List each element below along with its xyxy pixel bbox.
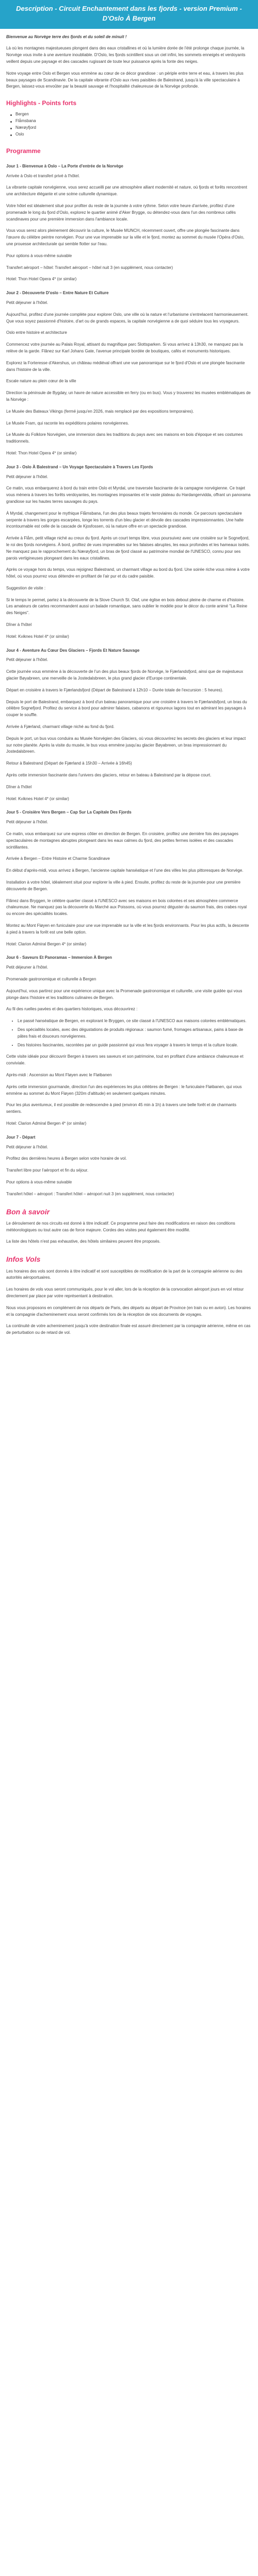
programme-heading: Programme <box>6 147 41 155</box>
day-paragraph: Petit déjeuner à l'hôtel. <box>6 965 49 970</box>
day-paragraph: Oslo entre histoire et architecture <box>6 330 67 335</box>
infos-vols-paragraph: Les horaires de vols vous seront communiqués, pour le vol aller, lors de la réception de la convocation aéroport jours en vol retour directement par place par votre représentant à destination. <box>6 1287 244 1299</box>
day-section <box>6 464 252 640</box>
day-paragraph: Cette visite idéale pour découvrir Bergen à travers ses saveurs et son patrimoine, tout en profitant d'une ambiance chaleureuse et conviviale. <box>6 1054 244 1066</box>
day-title: Jour 4 - Aventure Au Cœur Des Glaciers – Fjords Et Nature Sauvage <box>6 648 140 653</box>
day-title: Jour 6 - Saveurs Et Panoramas – Immersion À Bergen <box>6 955 112 960</box>
main-content <box>0 34 258 1352</box>
day-bullet-list <box>18 1018 252 1048</box>
intro-section <box>6 45 252 90</box>
day-bullet: • Des histoires fascinantes, racontées par un guide passionné qui vous fera voyager à travers le temps et la culture locale. <box>18 1042 252 1049</box>
day-paragraph: Aujourd'hui, profitez d'une journée complète pour explorer Oslo, une ville où la nature et l'urbanisme s'entrelacent harmonieusement. Que vous soyez passionné d'histoire, d'art ou de grands espaces, la capitale norvégienne a de quoi séduire tous les voyageurs. <box>6 312 249 324</box>
day-paragraph: Après cette immersion fascinante dans l'univers des glaciers, retour en bateau à Balestrand par la dépose court. <box>6 773 212 778</box>
day-paragraph: Petit déjeuner à l'hôtel. <box>6 474 49 479</box>
day-section <box>6 163 252 283</box>
day-title: Jour 1 - Bienvenue à Oslo – La Porte d'entrée de la Norvège <box>6 163 123 168</box>
bon-a-savoir-paragraph: La liste des hôtels n'est pas exhaustive, des hôtels similaires peuvent être proposés. <box>6 1239 161 1244</box>
infos-vols-section <box>6 1268 252 1336</box>
day-paragraph: Petit déjeuner à l'hôtel. <box>6 300 49 305</box>
day-paragraph: Après-midi : Ascension au Mont Fløyen avec le Fløibanen <box>6 1072 112 1077</box>
day-paragraph: Si le temps le permet, partez à la découverte de la Slove Church St. Olaf, une église en bois debout pleine de charme et d'histoire. Les amateurs de cartes recommandent aussi un balade romantique, sans oublier le modèle pour le décor du conte animé "La Reine des Neiges". <box>6 597 248 616</box>
infos-vols-heading: Infos Vols <box>6 1255 41 1264</box>
day-paragraph: Au fil des ruelles pavées et des quartiers historiques, vous découvrirez : <box>6 1007 138 1012</box>
day-paragraph: Hotel: Thon Hotel Opera 4* (or similar) <box>6 450 77 455</box>
day-paragraph: Direction la péninsule de Bygdøy, un havre de nature accessible en ferry (ou en bus). Vous y trouverez les musées emblématiques de la Norvège : <box>6 391 251 402</box>
header-banner <box>0 0 258 29</box>
day-paragraph: Hotel: Kviknes Hotel 4* (or similar) <box>6 634 69 639</box>
day-paragraph: Le Musée du Folklore Norvégien, une immersion dans les traditions du pays avec ses maisons en bois d'époque et ses costumes traditionnels. <box>6 432 243 444</box>
day-paragraph: Arrivée à Oslo et transfert privé à l'hôtel. <box>6 173 80 178</box>
day-paragraph: Vous vous serez alors pleinement découvrir la culture, le Musée MUNCH, récemment ouvert, offre une plongée fascinante dans l'œuvre du célèbre peintre norvégien. Pour une vue imprenable sur la ville et le fjord, montez au sommet du musée l'Opéra d'Oslo, une prouesse architecturale qui semble flotter sur l'eau. <box>6 228 245 246</box>
day-section <box>6 648 252 803</box>
day-title: Jour 3 - Oslo À Balestrand – Un Voyage Spectaculaire à Travers Les Fjords <box>6 464 153 469</box>
day-paragraph: Arrivée à Flåm, petit village niché au creux du fjord. Après un court temps libre, vous poursuivez avec une croisière sur le Sognefjord, le roi des fjords norvégiens. À bord, profitez de vues imprenables sur les falaises abruptes, les eaux profondes et les hameaux isolés. Ne manquez pas le rapprochement du Nærøyfjord, un bras de fjord classé au patrimoine mondial de l'UNESCO, connu pour ses parois vertigineuses plongeant dans les eaux cristallines. <box>6 536 250 561</box>
day-paragraph: Profitez des dernières heures à Bergen selon votre horaire de vol. <box>6 1156 127 1161</box>
intro-paragraph: Notre voyage entre Oslo et Bergen vous emmène au cœur de ce décor grandiose : un périple entre terre et eau, à travers les plus beaux paysages de Scandinavie. De la capitale vibrante d'Oslo aux rives paisibles de Balestrand, jusqu'à la ville spectaculaire à Bergen, laissez-vous envoûter par la beauté sauvage et l'hospitalité chaleureuse de la Norvège profonde. <box>6 71 244 89</box>
day-paragraph: Ce matin, vous embarquez sur une express côtier en direction de Bergen. En croisière, profitez une dernière fois des paysages spectaculaires de montagnes abruptes plongeant dans les eaux calmes du fjord, des petites fermes isolées et des cascades scintillantes. <box>6 832 239 850</box>
highlight-item: Nærøyfjord <box>10 125 252 131</box>
day-paragraph: Le Musée des Bateaux Vikings (fermé jusqu'en 2026, mais remplacé par des expositions temporaires). <box>6 409 194 414</box>
day-section <box>6 809 252 947</box>
bon-a-savoir-paragraph: Le déroulement de nos circuits est donné à titre indicatif. Ce programme peut faire des modifications en raison des conditions météorologiques ou tout autre cas de force majeure. Cordes des visites peut également être modifié. <box>6 1221 235 1232</box>
day-paragraph: Hotel: Thon Hotel Opera 4* (or similar) <box>6 277 77 282</box>
highlights-list <box>10 111 252 138</box>
day-paragraph: À Myrdal, changement pour le mythique Flåmsbana, l'un des plus beaux trajets ferroviaires du monde. Ce parcours spectaculaire serpente à travers les gorges escarpées, longe les torrents d'un bleu glacier et dévoile des cascades impressionnantes. Une halte incontournable est celle de la cascade de Kjosfossen, où la nature offre en un spectacle grandiose. <box>6 511 244 529</box>
day-section <box>6 290 252 457</box>
programme-days <box>6 163 252 1198</box>
day-paragraph: Pour options à vous-même suivable <box>6 1179 72 1184</box>
highlight-item: Bergen <box>10 111 252 118</box>
day-paragraph: Hotel: Clarion Admiral Bergen 4* (or similar) <box>6 1121 87 1126</box>
day-paragraph: En début d'après-midi, vous arrivez à Bergen, l'ancienne capitale hanséatique et l'une des villes les plus pittoresques de Norvège. <box>6 868 244 873</box>
day-title: Jour 2 - Découverte D'oslo – Entre Nature Et Culture <box>6 291 109 296</box>
day-paragraph: Votre hôtel est idéalement situé pour profiter du reste de la journée à votre rythme. Selon votre heure d'arrivée, profitez d'une promenade le long du fjord d'Oslo, explorez le quartier animé d'Aker Brygge, ou détendez-vous dans l'un des nombreux cafés scandinaves pour une première immersion dans l'ambiance locale. <box>6 204 236 222</box>
highlight-item: Flåmsbana <box>10 118 252 125</box>
day-paragraph: Transfert libre pour l'aéroport et fin du séjour. <box>6 1168 89 1173</box>
day-paragraph: Petit déjeuner à l'hôtel. <box>6 657 49 663</box>
day-bullet: • Des spécialités locales, avec des dégustations de produits régionaux : saumon fumé, fromages artisanaux, pains à base de pâtes frais et douceurs norvégiennes. <box>18 1027 252 1040</box>
infos-vols-paragraph: La continuité de votre acheminement jusqu'à votre destination finale est assuré directement par la compagnie aérienne, même en cas de perturbation ou de retard de vol. <box>6 1324 251 1335</box>
day-paragraph: Le Musée Fram, qui raconte les expéditions polaires norvégiennes. <box>6 420 129 426</box>
day-paragraph: Transfert aéroport – hôtel: Transfert aéroport – hôtel nuit 3 (en supplément, nous contacter) <box>6 265 173 270</box>
day-paragraph: Escale nature au plein cœur de la ville <box>6 379 76 384</box>
infos-vols-paragraph: Nous vous proposons en complément de nos départs de Paris, des départs au départ de Province (en train ou en avion). Les horaires et la compagnie d'acheminement vous seront confirmés lors de la réception de vos documents de voyages. <box>6 1305 251 1317</box>
day-paragraph: Hotel: Clarion Admiral Bergen 4* (or similar) <box>6 941 87 946</box>
day-paragraph: Pour les plus aventureux, il est possible de redescendre à pied (environ 45 min à 1h) à travers une belle forêt et de charmants sentiers. <box>6 1103 237 1114</box>
day-paragraph: Depuis le port, un bus vous conduira au Musée Norvégien des Glaciers, où vous découvrirez les secrets des glaciers et leur impact sur notre planète. Après la visite du musée, le bus vous emmène jusqu'au glacier Bøyabreen, un bras impressionnant du Jostedalsbreen. <box>6 736 246 754</box>
day-paragraph: Promenade gastronomique et culturelle à Bergen <box>6 976 96 981</box>
day-paragraph: Arrivée à Fjærland, charmant village niché au fond du fjord. <box>6 724 115 730</box>
bon-a-savoir-heading: Bon à savoir <box>6 1207 50 1216</box>
day-paragraph: Depuis le port de Balestrand, embarquez à bord d'un bateau panoramique pour une croisière à travers le Fjærlandsfjord, un bras du célèbre Sognefjord. Profitez du service à bord pour admirer falaises, cabanons et rigoureux lagons tout en admirant les paysages à couper le souffle. <box>6 699 247 718</box>
day-paragraph: Hotel: Kviknes Hotel 4* (or similar) <box>6 796 69 801</box>
day-paragraph: La vibrante capitale norvégienne, vous serez accueilli par une atmosphère alliant modernité et nature, où fjords et forêts rencontrent une architecture élégante et une scène culturelle dynamique. <box>6 185 247 197</box>
day-paragraph: Montez au Mont Fløyen en funiculaire pour une vue imprenable sur la ville et les fjords environnants. Pour les plus actifs, la descente à pied à travers la forêt est une belle option. <box>6 923 249 935</box>
day-paragraph: Commencez votre journée au Palais Royal, attisant du magnifique parc Slottsparken. Si vous arrivez à 13h30, ne manquez pas la relève de la garde. Flânez sur Karl Johans Gate, l'avenue principale bordée de boutiques, cafés et monuments historiques. <box>6 342 243 353</box>
day-title: Jour 7 - Départ <box>6 1134 36 1140</box>
day-paragraph: Suggestion de visite : <box>6 585 46 590</box>
day-paragraph: Pour options à vous-même suivable <box>6 253 72 258</box>
day-title: Jour 5 - Croisière Vers Bergen – Cap Sur La Capitale Des Fjords <box>6 810 132 815</box>
day-section <box>6 955 252 1127</box>
day-paragraph: Ce matin, vous embarquerez à bord du train entre Oslo et Myrdal, une traversée fascinante de la campagne norvégienne. Ce trajet vous mènera à travers les forêts verdoyantes, les montagnes imposantes et le vaste plateau du Hardangervidda, offrant un panorama grandiose sur les hautes terres sauvages du pays. <box>6 486 251 504</box>
day-paragraph: Petit déjeuner à l'hôtel. <box>6 820 49 825</box>
day-paragraph: Dîner à l'hôtel <box>6 784 32 789</box>
day-paragraph: Explorez la Forteresse d'Akershus, un château médiéval offrant une vue panoramique sur le fjord d'Oslo et une plongée fascinante dans l'histoire de la ville. <box>6 360 245 372</box>
day-paragraph: Après ce voyage hors du temps, vous rejoignez Balestrand, un charmant village au bord du fjord. Une soirée riche vous mène à votre hôtel, où vous pourrez vous détendre en profitant de l'air pur et du cadre paisible. <box>6 567 250 579</box>
infos-vols-paragraph: Les horaires des vols sont donnés à titre indicatif et sont susceptibles de modification de la part de la compagnie aérienne ou des autorités aéroportuaires. <box>6 1268 243 1280</box>
day-section <box>6 1134 252 1198</box>
day-paragraph: Aujourd'hui, vous partirez pour une expérience unique avec la Promenade gastronomique et culturelle, une visite guidée qui vous plonge dans l'histoire et les traditions culinaires de Bergen. <box>6 988 243 1000</box>
day-paragraph: Dîner à l'hôtel <box>6 622 32 628</box>
day-paragraph: Installation à votre hôtel, idéalement situé pour explorer la ville à pied. Ensuite, profitez du reste de la journée pour une première découverte de Bergen. <box>6 880 241 891</box>
day-paragraph: Après cette immersion gourmande, direction l'un des expériences les plus célèbres de Bergen : le funiculaire Fløibanen, qui vous emmène au sommet du Mont Fløyen (320m d'altitude) en seulement quelques minutes. <box>6 1084 242 1096</box>
day-paragraph: Petit déjeuner à l'hôtel. <box>6 1144 49 1149</box>
intro-title: Bienvenue au Norvège terre des fjords et du soleil de minuit ! <box>6 34 127 39</box>
day-paragraph: Départ en croisière à travers le Fjærlandsfjord (Départ de Balestrand à 12h10 – Durée totale de l'excursion : 5 heures). <box>6 687 223 692</box>
page-title: Description - Circuit Enchantement dans les fjords - version Premium - D'Oslo À Bergen <box>16 5 242 22</box>
day-paragraph: Transfert hôtel – aéroport : Transfert hôtel – aéroport nuit 3 (en supplément, nous contacter) <box>6 1191 174 1196</box>
intro-paragraph: Là où les montagnes majestueuses plongent dans des eaux cristallines et où la lumière dorée de l'été prolonge chaque journée, la Norvège vous invite à une aventure inoubliable. D'Oslo, les fjords scintillent sous un ciel infini, les sommets enneigés et verdoyants veillent depuis une paysage et des cascades rugissant de toute leur puissance après la fonte des neiges. <box>6 46 246 64</box>
highlight-item: Oslo <box>10 131 252 138</box>
day-paragraph: Retour à Balestrand (Départ de Fjærland à 15h30 – Arrivée à 16h45) <box>6 761 132 766</box>
day-bullet: • Le passé hanséatique de Bergen, en explorant le Bryggen, ce site classé à l'UNESCO aux maisons colorées emblématiques. <box>18 1018 252 1025</box>
day-paragraph: Flânez dans Bryggen, le célèbre quartier classé à l'UNESCO avec ses maisons en bois colorées et ses atmosphère commerce chaleureuse. Ne manquez pas la découverte du Marché aux Poissons, où vous pourrez déguster du saumon frais, des crabes royal ou encore des spécialités locales. <box>6 898 247 917</box>
bon-a-savoir-section <box>6 1221 252 1245</box>
highlights-heading: Highlights - Points forts <box>6 99 76 107</box>
day-paragraph: Cette journée vous emmène à la découverte de l'un des plus beaux fjords de Norvège, le Fjærlandsfjord, ainsi que de majestueux glacier Bøyabreen, une merveille de la Jostedalsbreen, le plus grand glacier d'Europe continentale. <box>6 669 244 681</box>
day-paragraph: Arrivée à Bergen – Entre Histoire et Charme Scandinave <box>6 856 110 861</box>
